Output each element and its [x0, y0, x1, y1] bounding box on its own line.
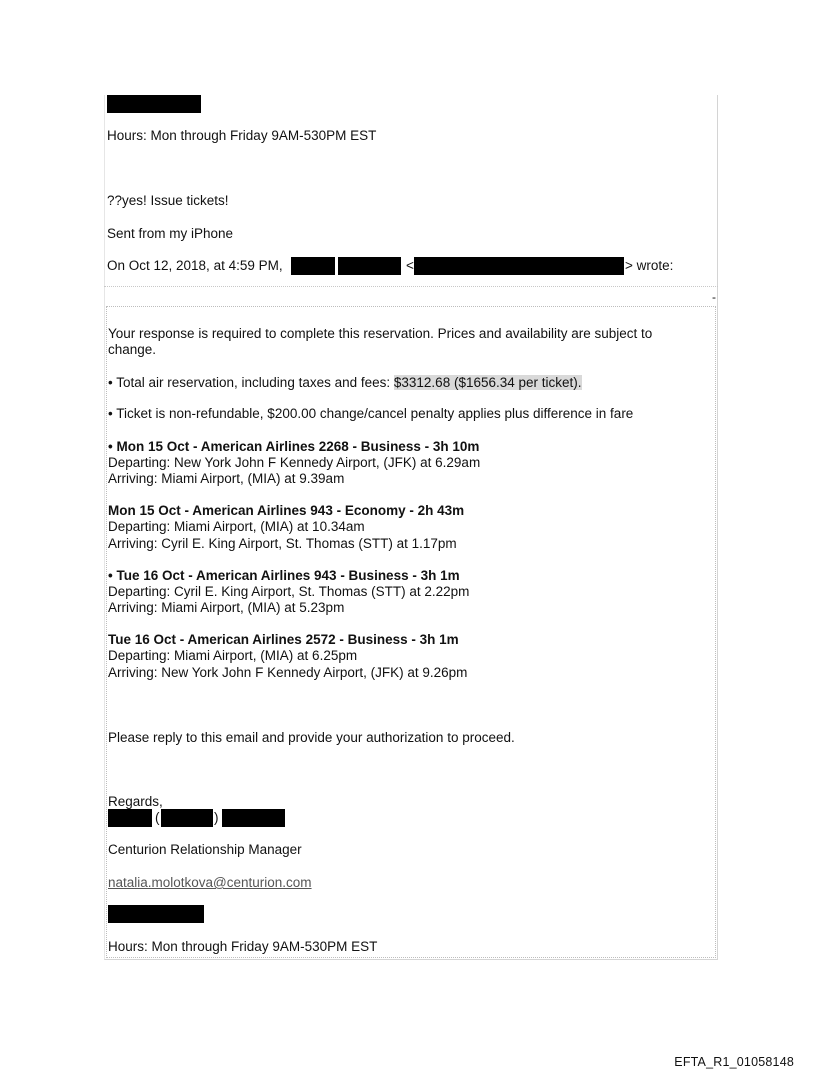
- quote-intro-lt: <: [406, 258, 414, 273]
- redaction-block: [161, 809, 213, 827]
- reply-message: ??yes! Issue tickets!: [107, 193, 229, 208]
- price-bullet-label: • Total air reservation, including taxes and fees:: [108, 375, 394, 390]
- paren-open: (: [155, 810, 160, 825]
- email-link[interactable]: natalia.molotkova@centurion.com: [108, 875, 312, 890]
- redaction-block: [291, 257, 335, 275]
- flight-arriving: Arriving: New York John F Kennedy Airport, (JFK) at 9.26pm: [108, 665, 468, 680]
- redaction-block: [414, 257, 624, 275]
- paren-close: ): [214, 810, 219, 825]
- redaction-block: [108, 905, 204, 923]
- flight-departing: Departing: Cyril E. King Airport, St. Thomas (STT) at 2.22pm: [108, 584, 470, 599]
- flight-title: • Mon 15 Oct - American Airlines 2268 - Business - 3h 10m: [108, 439, 480, 454]
- redaction-block: [108, 809, 152, 827]
- quoted-intro-line1: Your response is required to complete this reservation. Prices and availability are subject to: [108, 326, 653, 341]
- hours-text: Hours: Mon through Friday 9AM-530PM EST: [107, 128, 377, 143]
- quote-intro-suffix: > wrote:: [625, 258, 674, 273]
- role-text: Centurion Relationship Manager: [108, 842, 302, 857]
- flight-arriving: Arriving: Miami Airport, (MIA) at 5.23pm: [108, 600, 345, 615]
- closing-text: Please reply to this email and provide your authorization to proceed.: [108, 730, 515, 745]
- flight-title: Mon 15 Oct - American Airlines 943 - Economy - 2h 43m: [108, 503, 465, 518]
- quoted-intro-line2: change.: [108, 342, 157, 357]
- price-bullet: [108, 375, 582, 391]
- redaction-block: [222, 809, 285, 827]
- refund-bullet: • Ticket is non-refundable, $200.00 change/cancel penalty applies plus difference in fare: [108, 406, 634, 421]
- regards-text: Regards,: [108, 794, 163, 809]
- quote-divider: [104, 286, 718, 287]
- redaction-block: [107, 95, 201, 113]
- flight-arriving: Arriving: Miami Airport, (MIA) at 9.39am: [108, 471, 345, 486]
- sent-from-text: Sent from my iPhone: [107, 226, 234, 241]
- redaction-block: [338, 257, 401, 275]
- divider-dash: -: [712, 290, 716, 304]
- flight-departing: Departing: New York John F Kennedy Airport, (JFK) at 6.29am: [108, 455, 481, 470]
- document-id: EFTA_R1_01058148: [674, 1055, 794, 1069]
- flight-title: Tue 16 Oct - American Airlines 2572 - Business - 3h 1m: [108, 632, 459, 647]
- quote-intro-prefix: On Oct 12, 2018, at 4:59 PM,: [107, 258, 283, 273]
- flight-departing: Departing: Miami Airport, (MIA) at 6.25pm: [108, 648, 358, 663]
- flight-departing: Departing: Miami Airport, (MIA) at 10.34am: [108, 519, 365, 534]
- flight-title: • Tue 16 Oct - American Airlines 943 - Business - 3h 1m: [108, 568, 460, 583]
- flight-arriving: Arriving: Cyril E. King Airport, St. Thomas (STT) at 1.17pm: [108, 536, 457, 551]
- hours-text: Hours: Mon through Friday 9AM-530PM EST: [108, 939, 378, 954]
- price-highlight: $3312.68 ($1656.34 per ticket).: [393, 375, 582, 390]
